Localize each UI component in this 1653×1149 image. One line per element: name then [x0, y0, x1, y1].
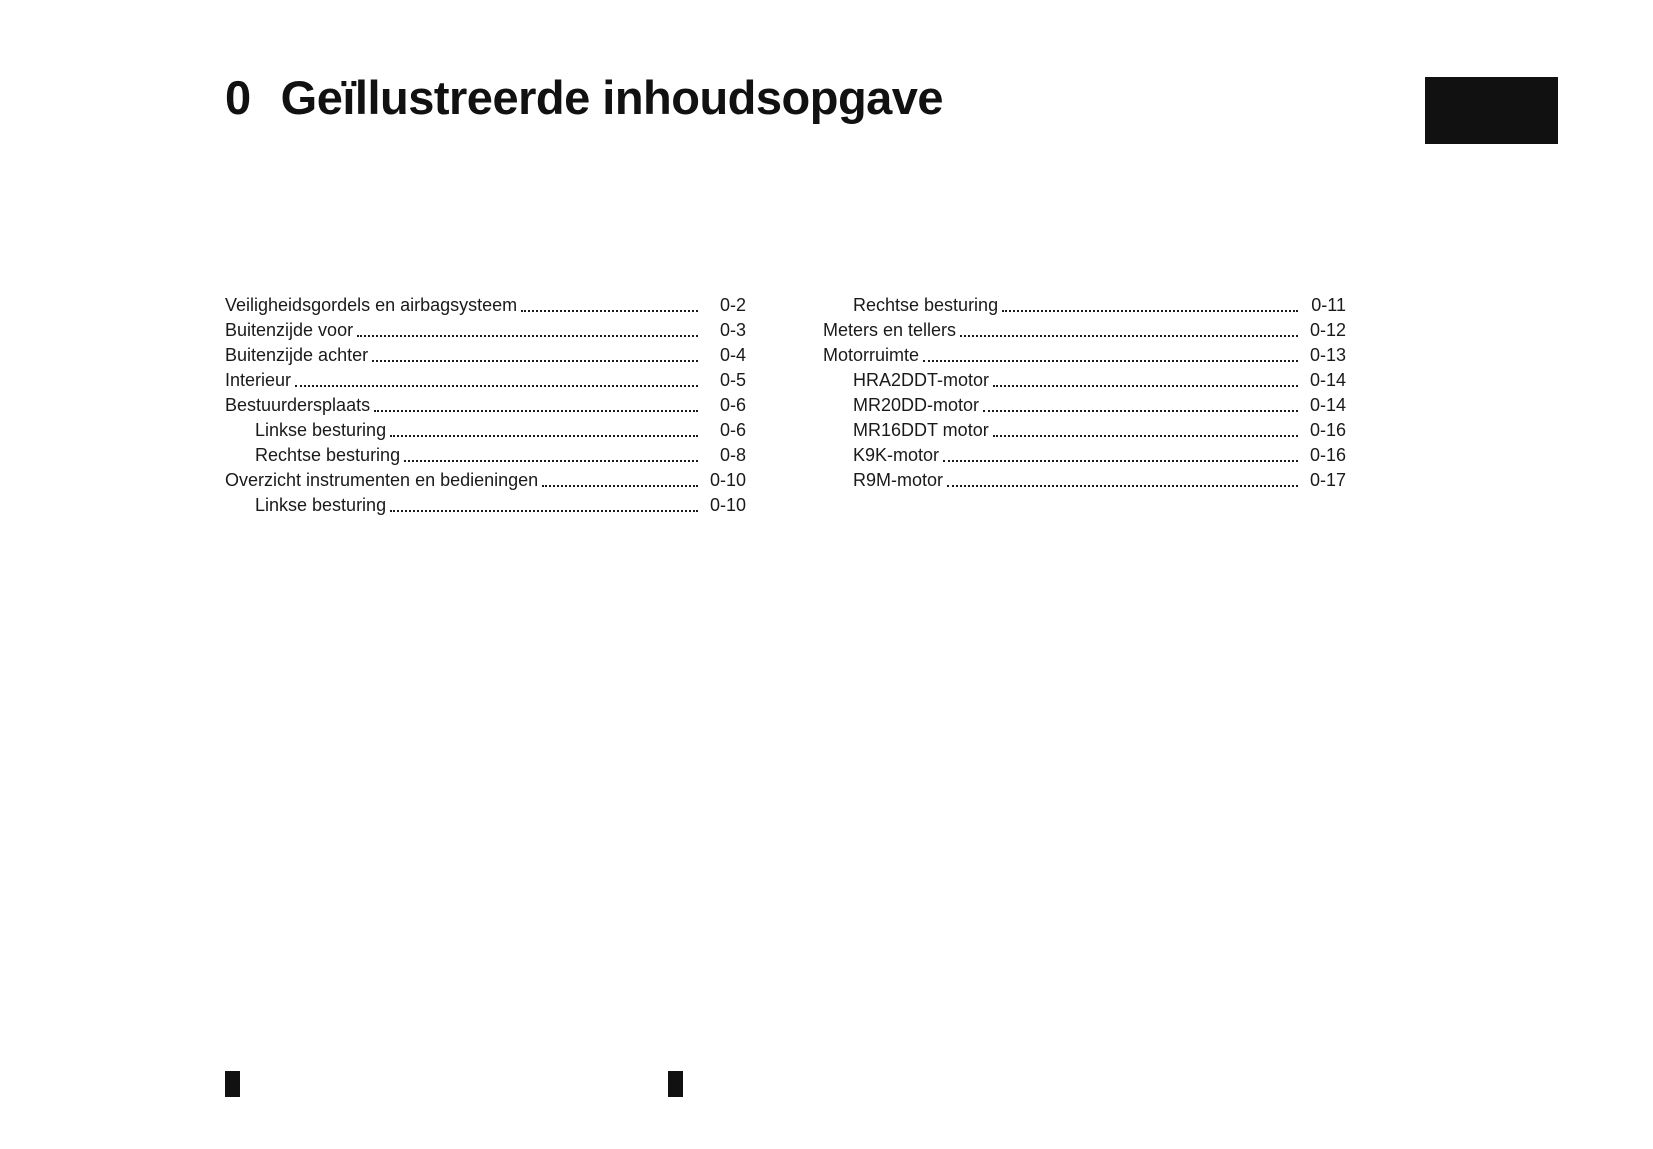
toc-entry-page-number: 0-5	[719, 370, 746, 390]
table-of-contents	[225, 293, 1346, 518]
toc-entry-page-number: 0-14	[1309, 395, 1346, 415]
toc-entry	[225, 468, 746, 493]
dot-leader	[943, 468, 1302, 493]
dot-leader	[517, 293, 702, 318]
toc-entry-page-number: 0-4	[719, 345, 746, 365]
toc-entry-page-number: 0-14	[1309, 370, 1346, 390]
toc-entry-page-number: 0-13	[1309, 345, 1346, 365]
toc-entry-page-number: 0-16	[1309, 445, 1346, 465]
toc-entry	[225, 493, 746, 518]
toc-entry-label: Buitenzijde achter	[225, 345, 369, 365]
dot-leader	[386, 418, 702, 443]
toc-entry	[823, 443, 1346, 468]
toc-entry-label: Bestuurdersplaats	[225, 395, 371, 415]
toc-entry-page-number: 0-6	[719, 420, 746, 440]
toc-entry-label: Buitenzijde voor	[225, 320, 354, 340]
toc-entry-page-number: 0-10	[709, 470, 746, 490]
toc-entry-label: Motorruimte	[823, 345, 920, 365]
page-title	[225, 70, 943, 125]
toc-entry	[225, 393, 746, 418]
toc-entry	[225, 368, 746, 393]
dot-leader	[939, 443, 1302, 468]
dot-leader	[998, 293, 1302, 318]
toc-entry	[225, 343, 746, 368]
toc-entry-label: MR16DDT motor	[853, 420, 989, 440]
toc-entry-page-number: 0-10	[709, 495, 746, 515]
dot-leader	[919, 343, 1302, 368]
toc-entry	[823, 318, 1346, 343]
print-registration-mark	[668, 1071, 683, 1097]
dot-leader	[989, 368, 1302, 393]
toc-entry	[823, 368, 1346, 393]
toc-entry	[823, 418, 1346, 443]
toc-entry	[225, 318, 746, 343]
print-registration-mark	[225, 1071, 240, 1097]
dot-leader	[291, 368, 702, 393]
toc-entry-label: Veiligheidsgordels en airbagsysteem	[225, 295, 518, 315]
toc-entry-label: Linkse besturing	[255, 495, 387, 515]
toc-entry	[225, 443, 746, 468]
toc-column-right	[823, 293, 1346, 518]
toc-entry	[225, 293, 746, 318]
toc-entry-page-number: 0-8	[719, 445, 746, 465]
toc-entry-page-number: 0-17	[1309, 470, 1346, 490]
toc-entry-label: R9M-motor	[853, 470, 944, 490]
dot-leader	[956, 318, 1302, 343]
dot-leader	[368, 343, 702, 368]
toc-entry-page-number: 0-12	[1309, 320, 1346, 340]
toc-entry-label: Overzicht instrumenten en bedieningen	[225, 470, 539, 490]
toc-entry-page-number: 0-11	[1311, 295, 1346, 315]
chapter-number: 0	[225, 71, 251, 124]
chapter-tab-marker	[1425, 77, 1558, 144]
toc-entry	[225, 418, 746, 443]
toc-entry-label: Linkse besturing	[255, 420, 387, 440]
dot-leader	[370, 393, 702, 418]
dot-leader	[386, 493, 702, 518]
dot-leader	[353, 318, 702, 343]
toc-entry-page-number: 0-6	[719, 395, 746, 415]
toc-entry-label: Rechtse besturing	[255, 445, 401, 465]
dot-leader	[989, 418, 1302, 443]
toc-entry-label: HRA2DDT-motor	[853, 370, 990, 390]
toc-entry	[823, 293, 1346, 318]
toc-entry-label: K9K-motor	[853, 445, 940, 465]
chapter-title: Geïllustreerde inhoudsopgave	[280, 71, 944, 124]
toc-entry	[823, 468, 1346, 493]
toc-entry-page-number: 0-2	[719, 295, 746, 315]
toc-column-left	[225, 293, 746, 518]
toc-entry	[823, 343, 1346, 368]
toc-entry-page-number: 0-3	[719, 320, 746, 340]
toc-entry-label: Meters en tellers	[823, 320, 957, 340]
dot-leader	[538, 468, 702, 493]
dot-leader	[979, 393, 1302, 418]
toc-entry	[823, 393, 1346, 418]
toc-entry-label: Interieur	[225, 370, 292, 390]
toc-entry-label: MR20DD-motor	[853, 395, 980, 415]
toc-entry-page-number: 0-16	[1309, 420, 1346, 440]
toc-entry-label: Rechtse besturing	[853, 295, 999, 315]
dot-leader	[400, 443, 702, 468]
